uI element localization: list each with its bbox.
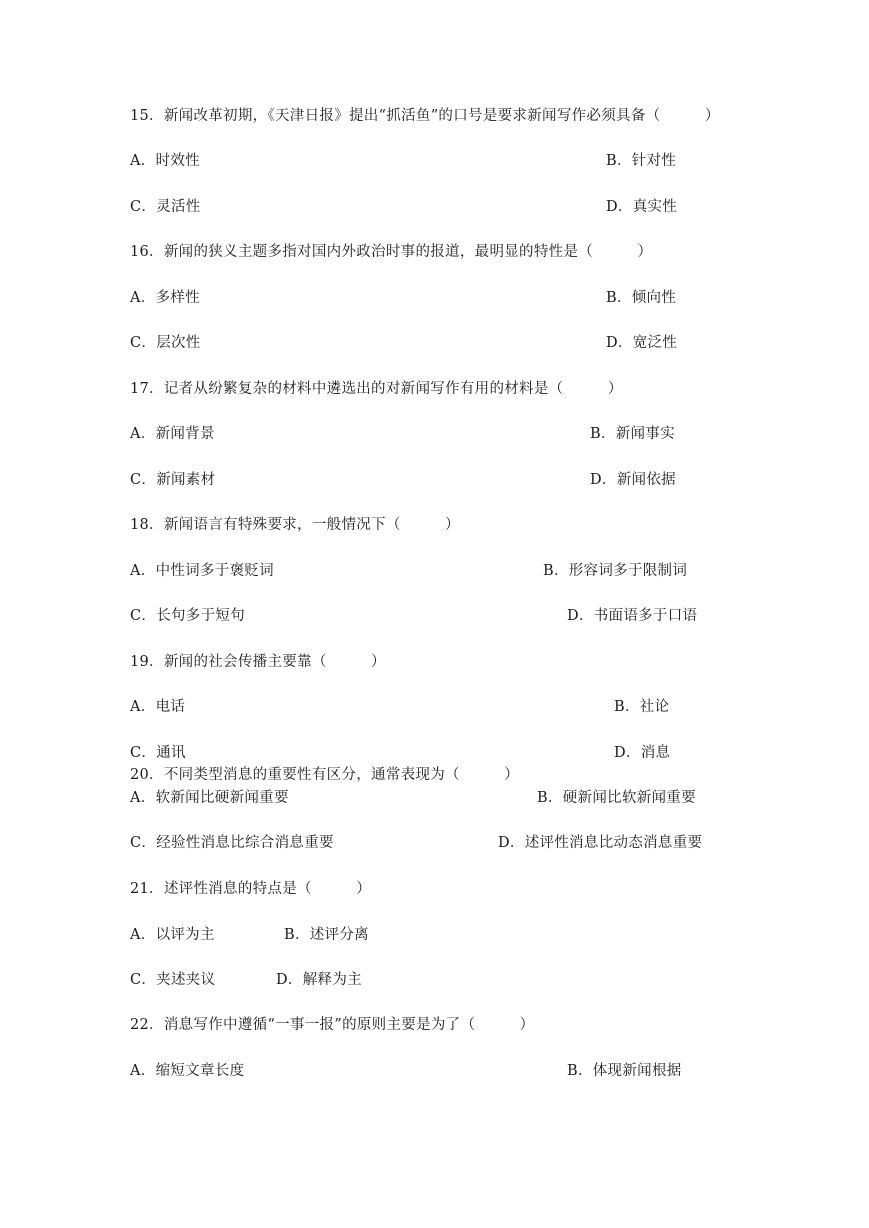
option-c: C．层次性 [130, 335, 201, 351]
option-d: D．新闻依据 [590, 472, 676, 488]
option-c: C．灵活性 [130, 199, 201, 215]
question-stem: 17．记者从纷繁复杂的材料中遴选出的对新闻写作有用的材料是（ ） [130, 381, 623, 397]
question-stem: 16．新闻的狭义主题多指对国内外政治时事的报道，最明显的特性是（ ） [130, 244, 653, 260]
option-b: B．硬新闻比软新闻重要 [537, 790, 696, 806]
option-a: A．时效性 [130, 153, 200, 169]
option-b: B．新闻事实 [590, 426, 675, 442]
option-b: B．针对性 [606, 153, 677, 169]
option-b: B．体现新闻根据 [567, 1063, 682, 1079]
option-b: B．倾向性 [606, 290, 677, 306]
option-a: A．多样性 [130, 290, 200, 306]
option-d: D．解释为主 [276, 972, 362, 988]
option-c: C．长句多于短句 [130, 608, 245, 624]
option-a: A．新闻背景 [130, 426, 215, 442]
option-b: B．形容词多于限制词 [543, 563, 688, 579]
option-a: A．缩短文章长度 [130, 1063, 245, 1079]
option-b: B．述评分离 [284, 927, 369, 943]
option-d: D．消息 [614, 745, 671, 761]
option-a: A．软新闻比硬新闻重要 [130, 790, 289, 806]
option-d: D．宽泛性 [606, 335, 678, 351]
option-d: D．真实性 [606, 199, 678, 215]
option-d: D．述评性消息比动态消息重要 [498, 835, 703, 851]
question-stem: 19．新闻的社会传播主要靠（ ） [130, 654, 386, 670]
option-a: A．电话 [130, 699, 186, 715]
question-stem: 15．新闻改革初期，《天津日报》提出“抓活鱼”的口号是要求新闻写作必须具备（ ） [130, 108, 720, 124]
question-stem: 18．新闻语言有特殊要求，一般情况下（ ） [130, 517, 460, 533]
option-a: A．以评为主 [130, 927, 215, 943]
option-c: C．经验性消息比综合消息重要 [130, 835, 334, 851]
question-stem: 22．消息写作中遵循“一事一报”的原则主要是为了（ ） [130, 1017, 535, 1033]
question-stem: 21．述评性消息的特点是（ ） [130, 881, 372, 897]
option-c: C．通讯 [130, 745, 186, 761]
option-c: C．夹述夹议 [130, 972, 216, 988]
option-c: C．新闻素材 [130, 472, 216, 488]
option-a: A．中性词多于褒贬词 [130, 563, 274, 579]
option-b: B．社论 [614, 699, 670, 715]
option-d: D．书面语多于口语 [567, 608, 698, 624]
question-stem: 20．不同类型消息的重要性有区分，通常表现为（ ） [130, 767, 520, 783]
